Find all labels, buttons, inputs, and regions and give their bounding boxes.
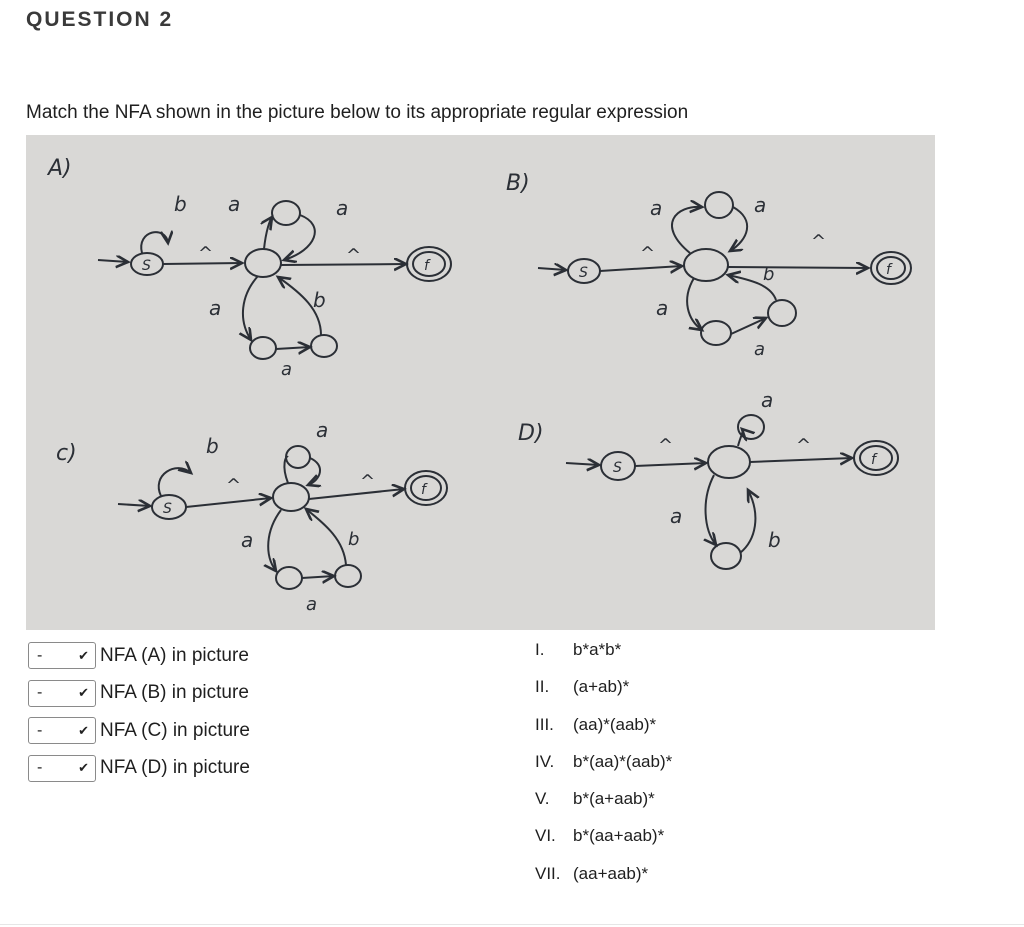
option-expression: b*(aa+aab)*	[573, 826, 665, 846]
edge-label: b	[348, 529, 360, 550]
nfa-a-start-label: S	[142, 258, 151, 274]
nfa-c-label: c)	[56, 441, 77, 466]
edge-label: ^	[226, 475, 242, 496]
question-prompt: Match the NFA shown in the picture below to its appropriate regular expression	[26, 102, 689, 123]
regex-options	[535, 640, 672, 901]
dropdown-value: -	[37, 721, 43, 739]
match-label-b: NFA (B) in picture	[100, 682, 249, 704]
option-item	[535, 640, 672, 677]
option-item	[535, 677, 672, 714]
option-number: I.	[535, 640, 545, 659]
option-item	[535, 789, 672, 826]
option-number: VII.	[535, 863, 561, 883]
nfa-b-label: B)	[506, 171, 530, 196]
option-number: V.	[535, 789, 550, 809]
dropdown-value: -	[37, 684, 43, 702]
edge-label: a	[761, 388, 774, 412]
nfa-d-start-label: S	[613, 460, 622, 476]
nfa-d-final-label: f	[871, 452, 876, 468]
option-item	[535, 864, 672, 901]
edge-label: a	[241, 528, 254, 552]
edge-label: ^	[640, 243, 656, 264]
match-list	[28, 637, 250, 787]
match-dropdown-d[interactable]	[28, 755, 96, 782]
question-title: QUESTION 2	[26, 8, 174, 31]
option-item	[535, 715, 672, 752]
edge-label: b	[174, 192, 187, 216]
edge-label: ^	[360, 471, 376, 492]
nfa-b-start-label: S	[579, 265, 588, 281]
edge-label: ^	[796, 435, 812, 456]
edge-label: ^	[198, 243, 214, 264]
dropdown-value: -	[37, 759, 43, 777]
chevron-down-icon: ✔︎	[78, 760, 89, 776]
match-label-a: NFA (A) in picture	[100, 644, 249, 666]
edge-label: a	[281, 359, 293, 380]
edge-label: a	[228, 192, 241, 216]
match-row-b	[28, 675, 250, 713]
dropdown-value: -	[37, 646, 43, 664]
edge-label: ^	[346, 245, 362, 266]
nfa-a-label: A)	[48, 156, 72, 181]
nfa-c-diagram	[118, 446, 447, 589]
edge-label: b	[768, 528, 781, 552]
edge-label: ^	[658, 435, 674, 456]
nfa-b-diagram	[538, 192, 911, 345]
nfa-d-diagram	[566, 415, 898, 569]
edge-label: a	[306, 594, 318, 615]
option-item	[535, 826, 672, 863]
nfa-a-diagram	[98, 201, 451, 359]
edge-label: a	[754, 193, 767, 217]
edge-label: a	[656, 296, 669, 320]
edge-label: b	[313, 288, 326, 312]
match-row-a	[28, 637, 250, 675]
option-number: VI.	[535, 826, 556, 846]
edge-label: a	[316, 418, 329, 442]
option-number: IV.	[535, 751, 555, 771]
edge-label: b	[206, 434, 219, 458]
option-expression: b*(a+aab)*	[573, 789, 655, 809]
nfa-c-final-label: f	[421, 482, 426, 498]
option-expression: b*(aa)*(aab)*	[573, 751, 673, 771]
nfa-a-final-label: f	[424, 258, 429, 274]
match-label-d: NFA (D) in picture	[100, 757, 250, 779]
edge-label: a	[754, 339, 766, 360]
match-dropdown-c[interactable]	[28, 717, 96, 744]
option-expression: (aa+aab)*	[573, 863, 649, 883]
chevron-down-icon: ✔︎	[78, 722, 89, 738]
chevron-down-icon: ✔︎	[78, 647, 89, 663]
option-item	[535, 752, 672, 789]
option-expression: (a+ab)*	[573, 677, 630, 697]
match-row-c	[28, 712, 250, 750]
option-expression: b*a*b*	[573, 640, 622, 659]
option-number: III.	[535, 714, 554, 734]
divider	[0, 924, 1024, 925]
option-number: II.	[535, 677, 550, 697]
chevron-down-icon: ✔︎	[78, 685, 89, 701]
edge-label: a	[336, 196, 349, 220]
nfa-diagrams	[26, 135, 935, 630]
nfa-c-start-label: S	[163, 501, 172, 517]
option-expression: (aa)*(aab)*	[573, 714, 657, 734]
match-dropdown-b[interactable]	[28, 680, 96, 707]
edge-label: ^	[811, 231, 827, 252]
match-label-c: NFA (C) in picture	[100, 719, 250, 741]
nfa-b-final-label: f	[886, 262, 891, 278]
edge-label: a	[650, 196, 663, 220]
edge-label: b	[763, 264, 775, 285]
match-row-d	[28, 750, 250, 788]
nfa-picture	[26, 135, 935, 630]
edge-label: a	[670, 504, 683, 528]
edge-label: a	[209, 296, 222, 320]
nfa-d-label: D)	[518, 421, 544, 446]
match-dropdown-a[interactable]	[28, 642, 96, 669]
